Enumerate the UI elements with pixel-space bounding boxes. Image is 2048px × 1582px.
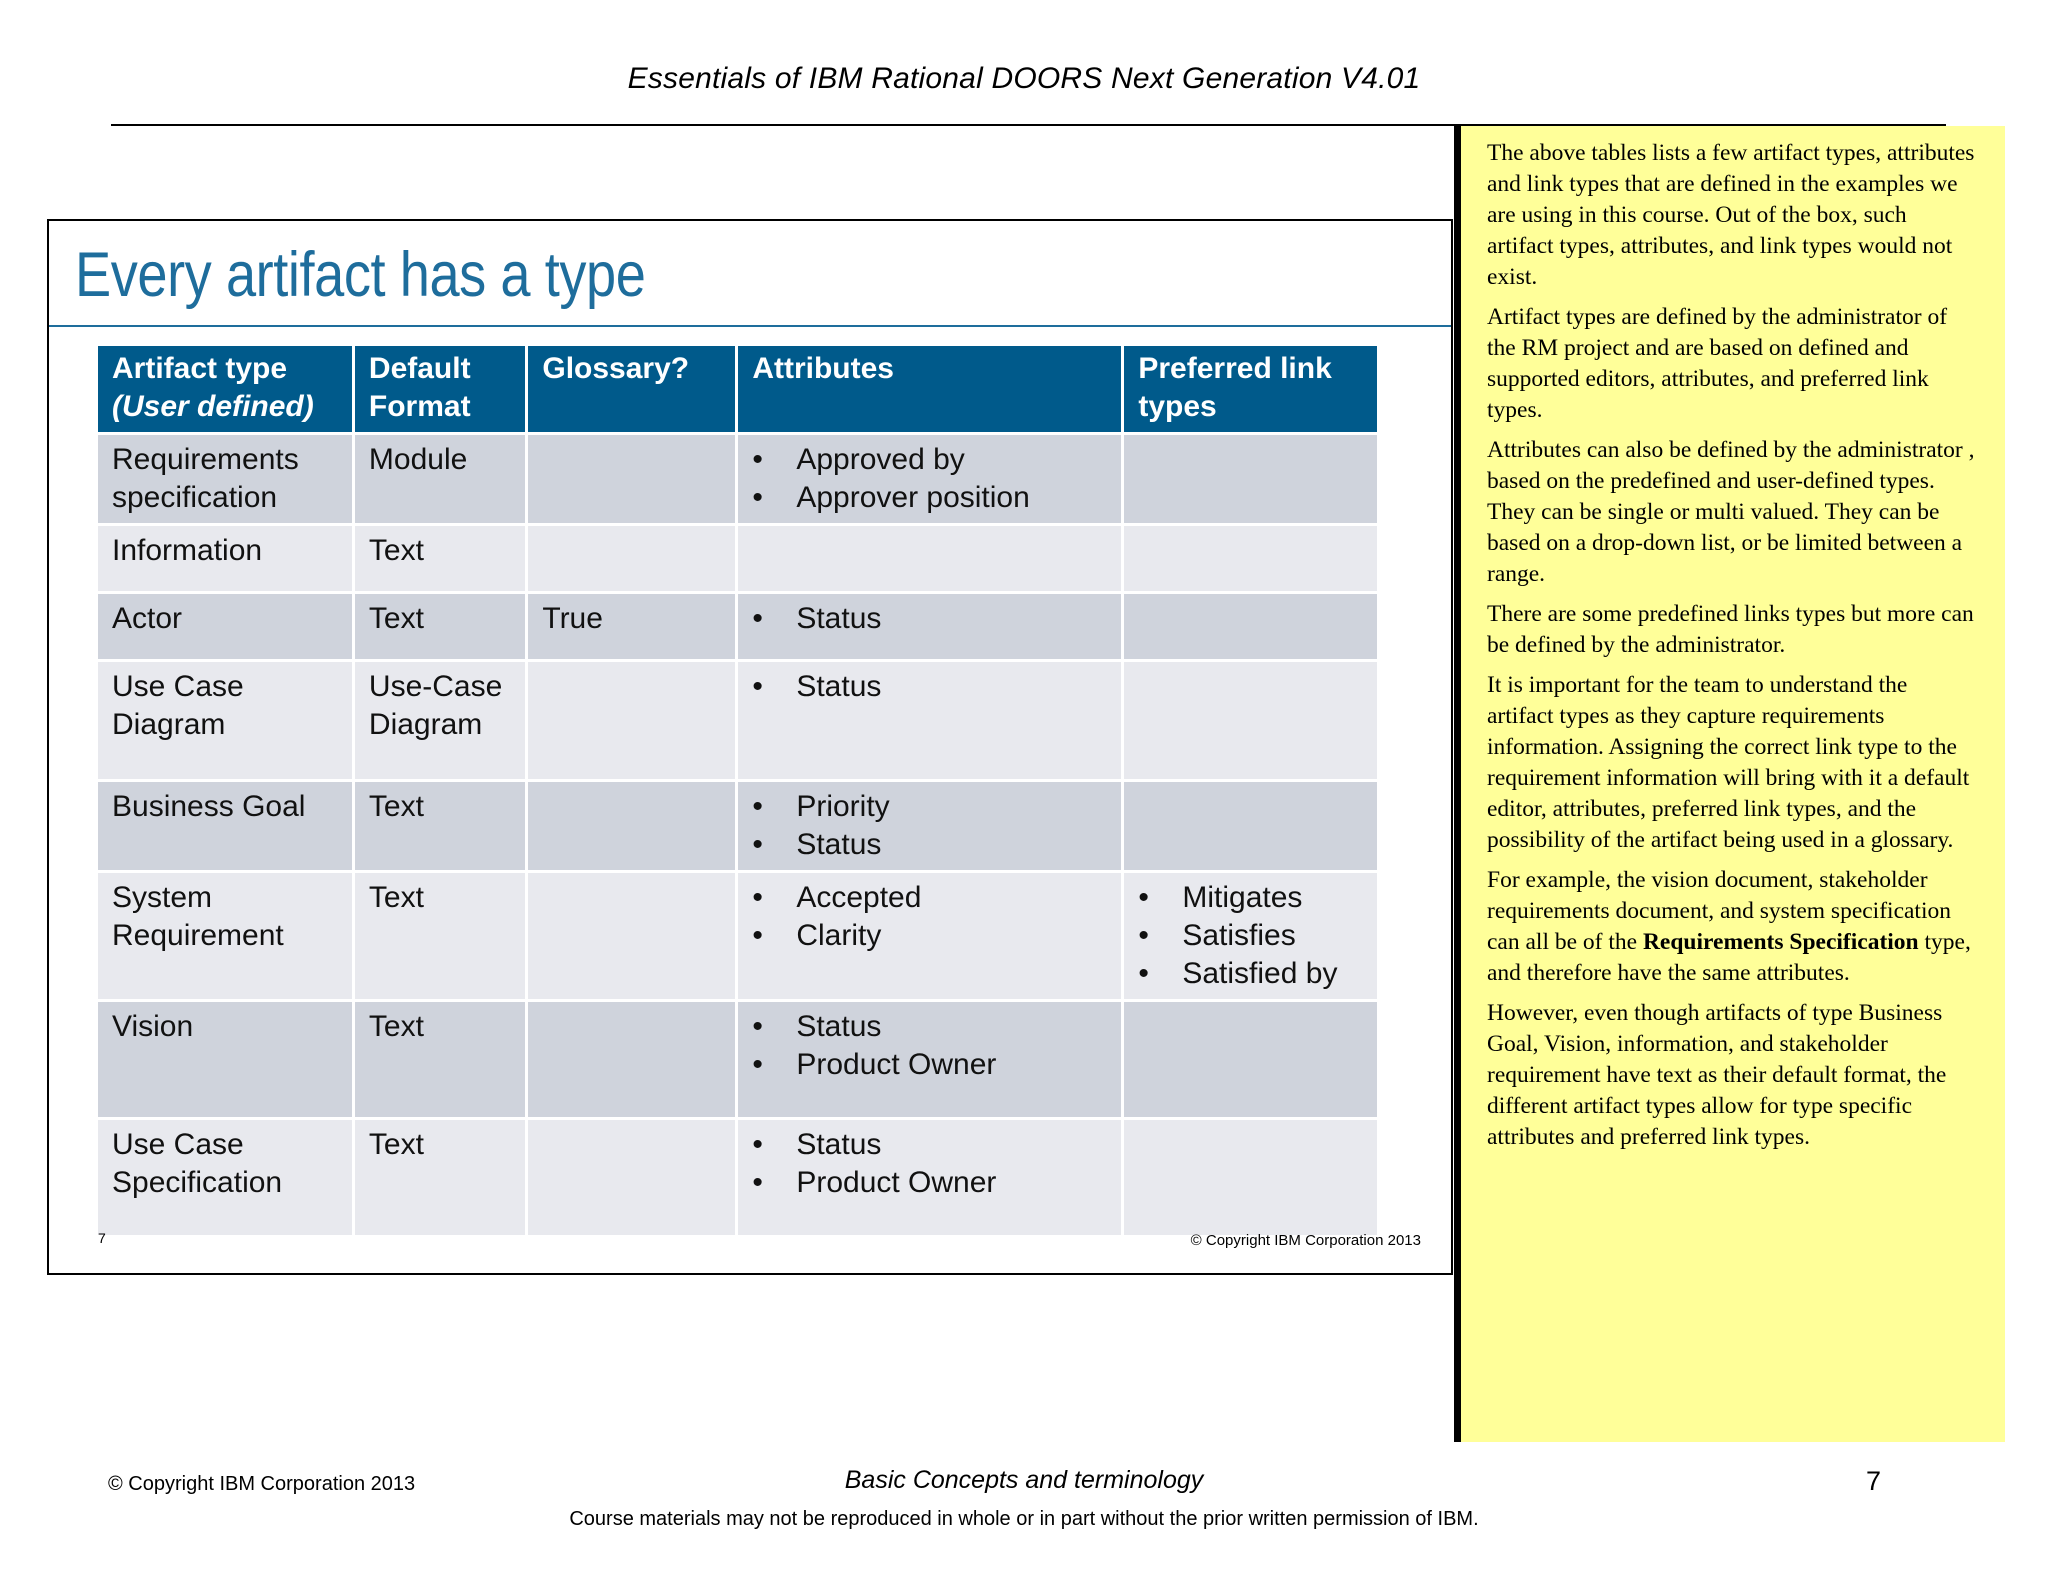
cell-default-format: Text [353, 1001, 526, 1119]
col-header-glossary: Glossary? [527, 345, 737, 434]
cell-artifact-type: System Requirement [97, 872, 354, 1001]
cell-link-types [1123, 781, 1379, 872]
list-item: • Status [752, 1126, 1107, 1164]
table-row [97, 1119, 1379, 1237]
list-item: • Status [752, 668, 1107, 706]
cell-link-types [1123, 593, 1379, 661]
table-row [97, 525, 1379, 593]
table-row [97, 661, 1379, 781]
notes-paragraph: For example, the vision document, stakeholder requirements document, and system specification can all be of the Requirements Specification type, and therefore have the same attributes. [1487, 867, 1971, 986]
table-header-row [97, 345, 1379, 434]
slide-copyright: © Copyright IBM Corporation 2013 [1190, 1232, 1421, 1249]
list-item: • Mitigates [1138, 879, 1363, 917]
cell-attributes [737, 1001, 1123, 1119]
cell-glossary [527, 1119, 737, 1237]
instructor-notes-panel [1461, 126, 2005, 1442]
slide-number: 7 [98, 1230, 106, 1246]
table-row [97, 593, 1379, 661]
notes-paragraph: However, even though artifacts of type Business Goal, Vision, information, and stakeholder requirement have text as their default format, the different artifact types allow for type specific attributes and preferred link types. [1487, 1000, 1947, 1150]
cell-artifact-type: Information [97, 525, 354, 593]
cell-glossary: True [527, 593, 737, 661]
list-item: • Status [752, 600, 1107, 638]
list-item: • Accepted [752, 879, 1107, 917]
list-item: • Status [752, 826, 1107, 864]
cell-glossary [527, 1001, 737, 1119]
list-item: • Satisfied by [1138, 955, 1363, 993]
list-item: • Priority [752, 788, 1107, 826]
cell-link-types [1123, 872, 1379, 1001]
slide-frame [47, 219, 1453, 1275]
list-item: • Clarity [752, 917, 1107, 955]
title-underline [49, 325, 1451, 327]
cell-glossary [527, 434, 737, 525]
col-header-artifact-type: Artifact type (User defined) [97, 345, 354, 434]
table-row [97, 434, 1379, 525]
col-header-preferred-link-types: Preferred link types [1123, 345, 1379, 434]
cell-glossary [527, 661, 737, 781]
notes-paragraph: Artifact types are defined by the administrator of the RM project and are based on defined and supported editors, attributes, and preferred link types. [1487, 304, 1948, 423]
cell-link-types [1123, 1001, 1379, 1119]
slide-title: Every artifact has a type [75, 240, 646, 310]
list-item: • Approved by [752, 441, 1107, 479]
notes-paragraph: There are some predefined links types but more can be defined by the administrator. [1487, 601, 1974, 658]
cell-artifact-type: Use Case Specification [97, 1119, 354, 1237]
list-item: • Product Owner [752, 1046, 1107, 1084]
col-header-default-format: Default Format [353, 345, 526, 434]
cell-glossary [527, 781, 737, 872]
list-item: • Approver position [752, 479, 1107, 517]
cell-default-format: Text [353, 593, 526, 661]
cell-default-format: Text [353, 872, 526, 1001]
table-row [97, 1001, 1379, 1119]
cell-default-format: Text [353, 525, 526, 593]
notes-paragraph: Attributes can also be defined by the administrator , based on the predefined and user-defined types. They can be single or multi valued. They can be based on a drop-down list, or be limited between a range. [1487, 437, 1975, 587]
notes-paragraph: It is important for the team to understand the artifact types as they capture requirements information. Assigning the correct link type to the requirement information will bring with it a default editor, attributes, preferred link types, and the possibility of the artifact being used in a glossary. [1487, 672, 1970, 853]
table-row [97, 781, 1379, 872]
notes-bold-term: Requirements Specification [1642, 929, 1919, 955]
col-header-attributes: Attributes [737, 345, 1123, 434]
cell-artifact-type: Actor [97, 593, 354, 661]
cell-artifact-type: Requirements specification [97, 434, 354, 525]
cell-default-format: Text [353, 1119, 526, 1237]
cell-artifact-type: Business Goal [97, 781, 354, 872]
cell-glossary [527, 872, 737, 1001]
footer-page-number: 7 [1866, 1466, 1882, 1496]
cell-attributes [737, 434, 1123, 525]
cell-attributes [737, 593, 1123, 661]
cell-artifact-type: Vision [97, 1001, 354, 1119]
footer-copyright: © Copyright IBM Corporation 2013 [108, 1473, 416, 1495]
list-item: • Satisfies [1138, 917, 1363, 955]
cell-attributes [737, 1119, 1123, 1237]
cell-artifact-type: Use Case Diagram [97, 661, 354, 781]
cell-link-types [1123, 525, 1379, 593]
cell-attributes [737, 781, 1123, 872]
cell-link-types [1123, 661, 1379, 781]
footer-notice: Course materials may not be reproduced in whole or in part without the prior written permission of IBM. [569, 1508, 1479, 1530]
notes-divider [1454, 126, 1461, 1442]
page-header-title: Essentials of IBM Rational DOORS Next Generation V4.01 [627, 62, 1421, 95]
cell-glossary [527, 525, 737, 593]
table-row [97, 872, 1379, 1001]
cell-attributes [737, 872, 1123, 1001]
cell-attributes [737, 525, 1123, 593]
cell-default-format: Use-Case Diagram [353, 661, 526, 781]
notes-paragraph: The above tables lists a few artifact types, attributes and link types that are defined in the examples we are using in this course. Out of the box, such artifact types, attributes, and link types would not exist. [1487, 140, 1975, 290]
cell-default-format: Module [353, 434, 526, 525]
list-item: • Product Owner [752, 1164, 1107, 1202]
list-item: • Status [752, 1008, 1107, 1046]
cell-link-types [1123, 434, 1379, 525]
cell-attributes [737, 661, 1123, 781]
cell-link-types [1123, 1119, 1379, 1237]
artifact-types-table [95, 343, 1380, 1238]
footer-section-title: Basic Concepts and terminology [844, 1466, 1204, 1494]
cell-default-format: Text [353, 781, 526, 872]
